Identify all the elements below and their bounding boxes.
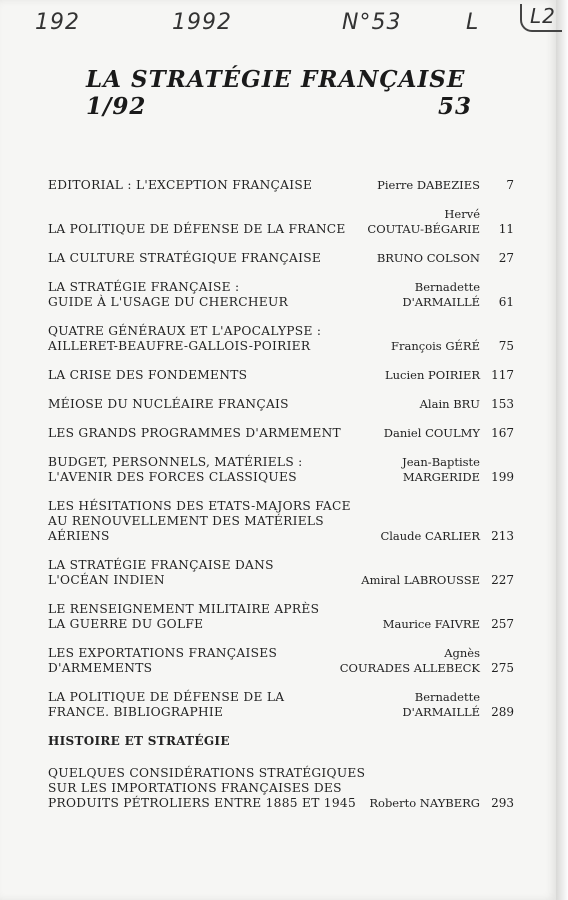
entry-author: [380, 529, 488, 544]
entry-title-line: LES GRANDS PROGRAMMES D'ARMEMENT: [48, 426, 341, 440]
toc-entry: [48, 766, 514, 811]
entry-title: [48, 558, 361, 588]
entry-author-line: Amiral LABROUSSE: [361, 573, 480, 587]
entry-title: [48, 397, 420, 412]
entry-title-line: LA STRATÉGIE FRANÇAISE DANS: [48, 558, 274, 572]
entry-title: [48, 251, 377, 266]
entry-title-line: LA POLITIQUE DE DÉFENSE DE LA FRANCE: [48, 222, 346, 236]
entry-page: 227: [491, 573, 514, 587]
handwritten-note-2: 1992: [172, 10, 232, 35]
handwritten-note-5: L2: [520, 4, 562, 32]
entry-author-line: BRUNO COLSON: [376, 251, 480, 265]
entry-title-line: SUR LES IMPORTATIONS FRANÇAISES DES: [48, 781, 342, 795]
entry-author-line: Jean-Baptiste: [402, 455, 480, 469]
entry-title: [48, 222, 367, 237]
entry-title: [48, 766, 369, 811]
entry-title: [48, 178, 377, 193]
entry-page: 199: [491, 470, 514, 484]
entry-title: [48, 646, 340, 676]
entry-author-line: Daniel COULMY: [383, 426, 480, 440]
handwritten-note-3: N°53: [342, 10, 402, 35]
toc-entry: [48, 251, 514, 266]
toc-entry: [48, 602, 514, 632]
entry-title-line: AILLERET-BEAUFRE-GALLOIS-POIRIER: [48, 339, 311, 353]
entry-title-line: GUIDE À L'USAGE DU CHERCHEUR: [48, 295, 289, 309]
entry-title-line: L'AVENIR DES FORCES CLASSIQUES: [48, 470, 297, 484]
entry-title-line: LA CRISE DES FONDEMENTS: [48, 368, 248, 382]
entry-title-line: MÉIOSE DU NUCLÉAIRE FRANÇAIS: [48, 397, 289, 411]
volume-number: 53: [437, 93, 472, 120]
toc-entry: [48, 178, 514, 193]
toc-entry: [48, 690, 514, 720]
entry-title: [48, 455, 402, 485]
entry-page: 293: [491, 796, 514, 810]
entry-title-line: LE RENSEIGNEMENT MILITAIRE APRÈS: [48, 602, 320, 616]
entry-page: 27: [498, 251, 514, 265]
entry-page: 75: [498, 339, 514, 353]
entry-author: [383, 617, 488, 632]
entry-author-line: Hervé: [444, 207, 480, 221]
masthead: [86, 66, 486, 120]
entry-author: [385, 368, 488, 383]
entry-author: [340, 646, 488, 676]
entry-title: [48, 324, 391, 354]
entry-page: 11: [498, 222, 514, 236]
entry-title: [48, 426, 384, 441]
entry-author: [369, 796, 488, 811]
section-heading: HISTOIRE ET STRATÉGIE: [48, 734, 230, 748]
entry-author: [377, 178, 488, 193]
entry-title: [48, 368, 385, 383]
entry-author: [367, 207, 488, 237]
entry-author-line: Roberto NAYBERG: [369, 796, 480, 810]
entry-title-line: EDITORIAL : L'EXCEPTION FRANÇAISE: [48, 178, 313, 192]
entry-title-line: LA GUERRE DU GOLFE: [48, 617, 204, 631]
entry-author: [420, 397, 488, 412]
entry-title-line: L'OCÉAN INDIEN: [48, 573, 165, 587]
entry-author-line: Bernadette: [414, 690, 480, 704]
entry-title: [48, 499, 380, 544]
toc-entry: [48, 368, 514, 383]
toc-entry: [48, 280, 514, 310]
entry-author: [402, 455, 488, 485]
entry-author-line: COUTAU-BÉGARIE: [367, 222, 480, 236]
entry-author-line: D'ARMAILLÉ: [402, 295, 480, 309]
toc-entry: [48, 426, 514, 441]
entry-title: [48, 280, 402, 310]
entry-author-line: François GÉRÉ: [391, 339, 480, 353]
entry-page: 7: [506, 178, 514, 192]
entry-title: [48, 690, 402, 720]
entry-author: [361, 573, 488, 588]
entry-title-line: QUELQUES CONSIDÉRATIONS STRATÉGIQUES: [48, 766, 366, 780]
entry-author-line: Pierre DABEZIES: [377, 178, 480, 192]
entry-title-line: BUDGET, PERSONNELS, MATÉRIELS :: [48, 455, 303, 469]
toc-entry: [48, 397, 514, 412]
issue-line: [86, 93, 486, 120]
entry-title-line: AU RENOUVELLEMENT DES MATÉRIELS: [48, 514, 324, 528]
journal-title: LA STRATÉGIE FRANÇAISE: [86, 66, 466, 93]
entry-page: 61: [498, 295, 514, 309]
entry-author-line: Maurice FAIVRE: [382, 617, 480, 631]
entry-author-line: MARGERIDE: [402, 470, 480, 484]
entry-author-line: Bernadette: [414, 280, 480, 294]
entry-author-line: Agnès: [444, 646, 480, 660]
entry-author-line: COURADES ALLEBECK: [339, 661, 480, 675]
entry-author: [402, 280, 488, 310]
toc-entry: [48, 646, 514, 676]
entry-author: [402, 690, 488, 720]
table-of-contents: [48, 178, 514, 825]
entry-author-line: Alain BRU: [419, 397, 480, 411]
handwritten-note-1: 192: [35, 10, 80, 35]
entry-author: [377, 251, 488, 266]
entry-page: 257: [491, 617, 514, 631]
entry-author-line: D'ARMAILLÉ: [402, 705, 480, 719]
entry-page: 167: [491, 426, 514, 440]
entry-page: 275: [491, 661, 514, 675]
page-edge: [556, 0, 568, 900]
entry-title-line: LA CULTURE STRATÉGIQUE FRANÇAISE: [48, 251, 322, 265]
toc-entry: [48, 324, 514, 354]
toc-entry: [48, 558, 514, 588]
entry-author: [384, 426, 488, 441]
entry-title-line: LA STRATÉGIE FRANÇAISE :: [48, 280, 240, 294]
entry-title-line: AÉRIENS: [48, 529, 110, 543]
issue-number: 1/92: [86, 93, 147, 120]
handwritten-note-4: L: [466, 10, 480, 35]
entry-page: 153: [491, 397, 514, 411]
entry-title: [48, 602, 383, 632]
entry-page: 117: [491, 368, 514, 382]
entry-title-line: D'ARMEMENTS: [48, 661, 153, 675]
entry-author-line: Lucien POIRIER: [385, 368, 480, 382]
entry-title-line: QUATRE GÉNÉRAUX ET L'APOCALYPSE :: [48, 324, 322, 338]
entry-title-line: FRANCE. BIBLIOGRAPHIE: [48, 705, 224, 719]
entry-title-line: PRODUITS PÉTROLIERS ENTRE 1885 ET 1945: [48, 796, 357, 810]
toc-entry: [48, 455, 514, 485]
entry-title-line: LES EXPORTATIONS FRANÇAISES: [48, 646, 278, 660]
entry-page: 213: [491, 529, 514, 543]
entry-title-line: LES HÉSITATIONS DES ETATS-MAJORS FACE: [48, 499, 351, 513]
toc-entry: [48, 207, 514, 237]
entry-author: [391, 339, 488, 354]
entry-page: 289: [491, 705, 514, 719]
entry-author-line: Claude CARLIER: [380, 529, 480, 543]
toc-entry: [48, 499, 514, 544]
entry-title-line: LA POLITIQUE DE DÉFENSE DE LA: [48, 690, 285, 704]
